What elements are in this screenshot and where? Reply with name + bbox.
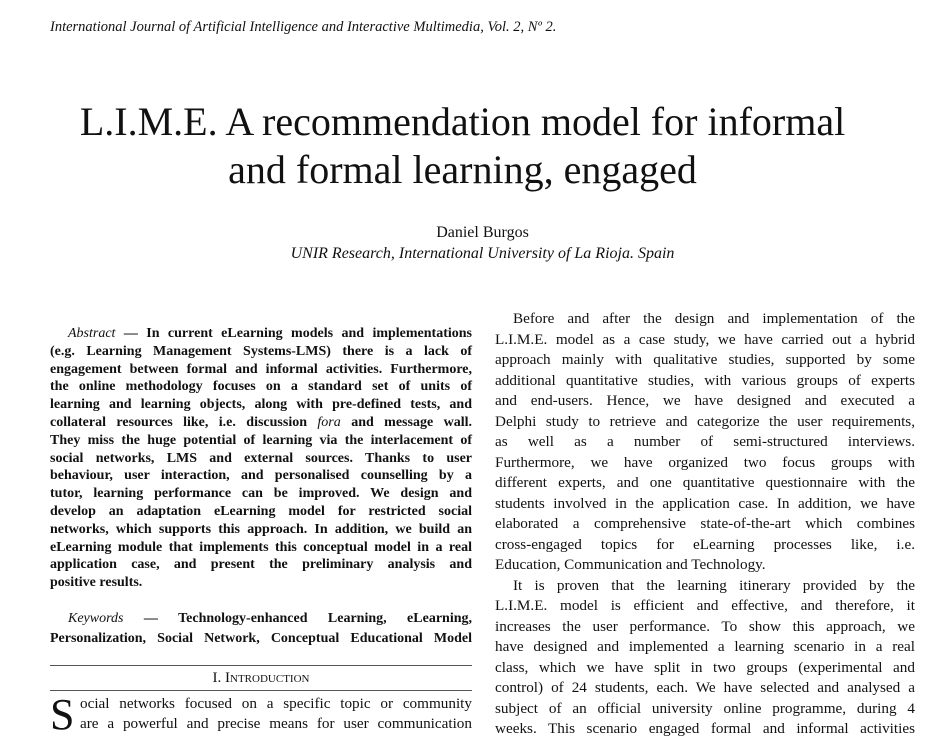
body-line: increases the user performance. To show this approach, we — [495, 617, 915, 635]
abstract-line: application case, and present the preliminary analysis and — [50, 557, 472, 573]
body-line: elaborated a comprehensive state-of-the-art which combines — [495, 515, 915, 532]
abstract-line: positive results. — [50, 575, 143, 591]
keywords-line: Personalization, Social Network, Conceptual Educational Model — [50, 630, 472, 646]
abstract-line: behaviour, user interaction, and personalised counselling by a — [50, 468, 472, 484]
right-column — [495, 309, 915, 740]
body-line: L.I.M.E. model as a case study, we have carried out a hybrid — [495, 330, 915, 348]
body-line: have designed and implemented a learning scenario in a real — [495, 638, 915, 655]
author: Daniel Burgos — [436, 224, 529, 241]
abstract-line: (e.g. Learning Management Systems-LMS) there is a lack of — [50, 343, 472, 359]
body-line: students involved in the application case. In addition, we have — [495, 494, 915, 512]
body-line: approach mainly with qualitative studies, supported by some — [495, 351, 915, 368]
keywords-line: Keywords — Technology-enhanced Learning, eLearning, — [68, 610, 472, 626]
abstract-line: engagement between formal and informal activities. Furthermore, — [50, 361, 472, 377]
body-line: weeks. This scenario engaged formal and informal activities — [495, 720, 915, 737]
journal-header: International Journal of Artificial Intelligence and Interactive Multimedia, Vol. 2, Nº 2. — [50, 19, 557, 35]
abstract-line: tutor, learning performance can be improved. We design and — [50, 486, 472, 502]
abstract-line: networks, which supports this approach. In addition, we build an — [50, 521, 472, 537]
abstract-label: Abstract — [68, 326, 116, 341]
body-line: and end-users. Hence, we have designed and executed a — [495, 392, 915, 409]
body-line: Delphi study to retrieve and categorize the user requirements, — [495, 412, 915, 430]
section-heading: I. Introduction — [212, 670, 310, 686]
body-line: Education, Communication and Technology. — [495, 556, 766, 573]
abstract-line: the online methodology focuses on a standard set of units of — [50, 379, 472, 395]
introduction-text — [50, 690, 472, 739]
abstract — [50, 325, 472, 649]
body-line: cross-engaged topics for eLearning processes like, i.e. — [495, 535, 915, 553]
body-line: as well as a number of semi-structured interviews. — [495, 433, 915, 450]
abstract-line: Abstract — In current eLearning models and implementations — [68, 326, 472, 341]
intro-line: are a powerful and precise means for user communication — [80, 715, 472, 732]
body-line: subject of an official university online programme, during 4 — [495, 699, 915, 717]
body-line: class, which we have split in two groups (experimental and — [495, 658, 915, 676]
abstract-line: collateral resources like, i.e. discussion fora and message wall. — [50, 414, 472, 430]
body-line: control) of 24 students, each. We have selected and analysed a — [495, 679, 915, 696]
body-line: L.I.M.E. model is efficient and effective, and therefore, it — [495, 597, 915, 614]
section-rule-bottom — [50, 690, 472, 691]
abstract-line: develop an adaptation eLearning model for restricted social — [50, 503, 472, 519]
abstract-line: learning and learning objects, along with pre-defined tests, and — [50, 397, 472, 413]
drop-cap: S — [50, 690, 75, 739]
body-line: Before and after the design and implementation of the — [513, 310, 915, 327]
body-line: Furthermore, we have organized two focus groups with — [495, 453, 915, 471]
body-line: additional quantitative studies, with various groups of experts — [495, 371, 915, 389]
abstract-line: They miss the huge potential of learning via the interlacement of — [50, 432, 472, 448]
body-line: It is proven that the learning itinerary provided by the — [513, 576, 915, 594]
title-line: and formal learning, engaged — [228, 147, 697, 192]
affiliation: UNIR Research, International University of La Rioja. Spain — [290, 245, 675, 262]
paper-title — [0, 98, 925, 194]
keywords-label: Keywords — [68, 610, 124, 626]
abstract-line: social networks, LMS and external sources. Thanks to user — [50, 450, 472, 466]
section-rule-top — [50, 665, 472, 666]
title-line: L.I.M.E. A recommendation model for informal — [79, 99, 846, 144]
abstract-line: eLearning module that implements this conceptual model in a real — [50, 539, 472, 555]
intro-line: ocial networks focused on a specific topic or community — [80, 695, 472, 712]
body-line: different experts, and one quantitative questionnaire with the — [495, 474, 915, 491]
